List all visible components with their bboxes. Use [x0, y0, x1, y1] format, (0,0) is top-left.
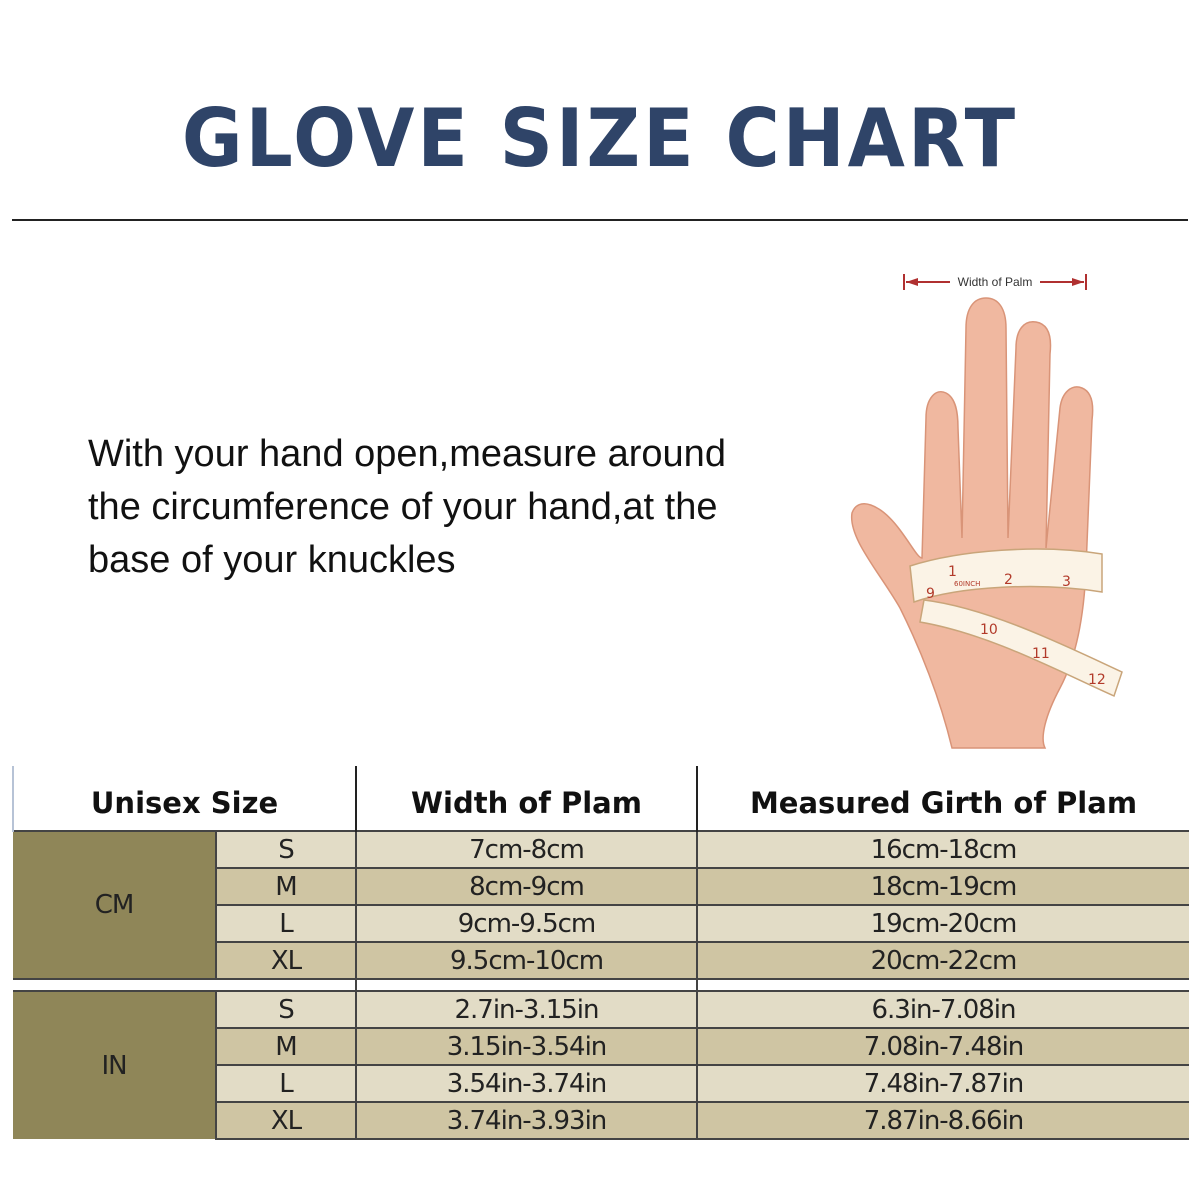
width-cell: 9cm-9.5cm: [356, 905, 697, 942]
tape-number: 2: [1004, 572, 1013, 588]
size-chart-table: [12, 766, 1189, 1140]
instruction-line: With your hand open,measure around: [88, 433, 726, 475]
size-cell: S: [216, 991, 356, 1028]
girth-cell: 7.87in-8.66in: [697, 1102, 1189, 1139]
size-cell: M: [216, 868, 356, 905]
table-header-row: [13, 766, 1189, 831]
palm-width-label: Width of Palm: [957, 275, 1033, 289]
width-cell: 7cm-8cm: [356, 831, 697, 868]
tape-number: 9: [926, 586, 935, 602]
girth-cell: 16cm-18cm: [697, 831, 1189, 868]
hand-shape: [852, 298, 1093, 748]
size-cell: XL: [216, 942, 356, 979]
title-divider: [12, 219, 1188, 221]
width-cell: 3.74in-3.93in: [356, 1102, 697, 1139]
size-cell: M: [216, 1028, 356, 1065]
header-unisex-size: Unisex Size: [13, 766, 356, 831]
hand-measurement-illustration: [840, 268, 1140, 758]
width-cell: 3.15in-3.54in: [356, 1028, 697, 1065]
tape-number: 12: [1088, 672, 1106, 688]
size-cell: S: [216, 831, 356, 868]
size-cell: XL: [216, 1102, 356, 1139]
girth-cell: 6.3in-7.08in: [697, 991, 1189, 1028]
instruction-line: base of your knuckles: [88, 539, 456, 581]
page-title: GLOVE SIZE CHART: [181, 92, 1019, 186]
tape-mark: 60INCH: [954, 580, 981, 588]
girth-cell: 19cm-20cm: [697, 905, 1189, 942]
table-section-gap: [13, 979, 1189, 991]
girth-cell: 7.48in-7.87in: [697, 1065, 1189, 1102]
tape-number: 3: [1062, 574, 1071, 590]
palm-width-indicator: [904, 274, 1086, 290]
girth-cell: 18cm-19cm: [697, 868, 1189, 905]
size-cell: L: [216, 1065, 356, 1102]
girth-cell: 7.08in-7.48in: [697, 1028, 1189, 1065]
width-cell: 3.54in-3.74in: [356, 1065, 697, 1102]
girth-cell: 20cm-22cm: [697, 942, 1189, 979]
table-row: [13, 991, 1189, 1028]
header-width-of-palm: Width of Plam: [356, 766, 697, 831]
width-cell: 2.7in-3.15in: [356, 991, 697, 1028]
tape-number: 1: [948, 564, 957, 580]
unit-label-in: IN: [13, 991, 216, 1139]
unit-label-cm: CM: [13, 831, 216, 979]
measuring-instructions: [88, 428, 848, 587]
table-row: [13, 831, 1189, 868]
header-girth-of-palm: Measured Girth of Plam: [697, 766, 1189, 831]
instruction-line: the circumference of your hand,at the: [88, 486, 718, 528]
width-cell: 9.5cm-10cm: [356, 942, 697, 979]
width-cell: 8cm-9cm: [356, 868, 697, 905]
size-cell: L: [216, 905, 356, 942]
tape-number: 10: [980, 622, 998, 638]
tape-number: 11: [1032, 646, 1050, 662]
